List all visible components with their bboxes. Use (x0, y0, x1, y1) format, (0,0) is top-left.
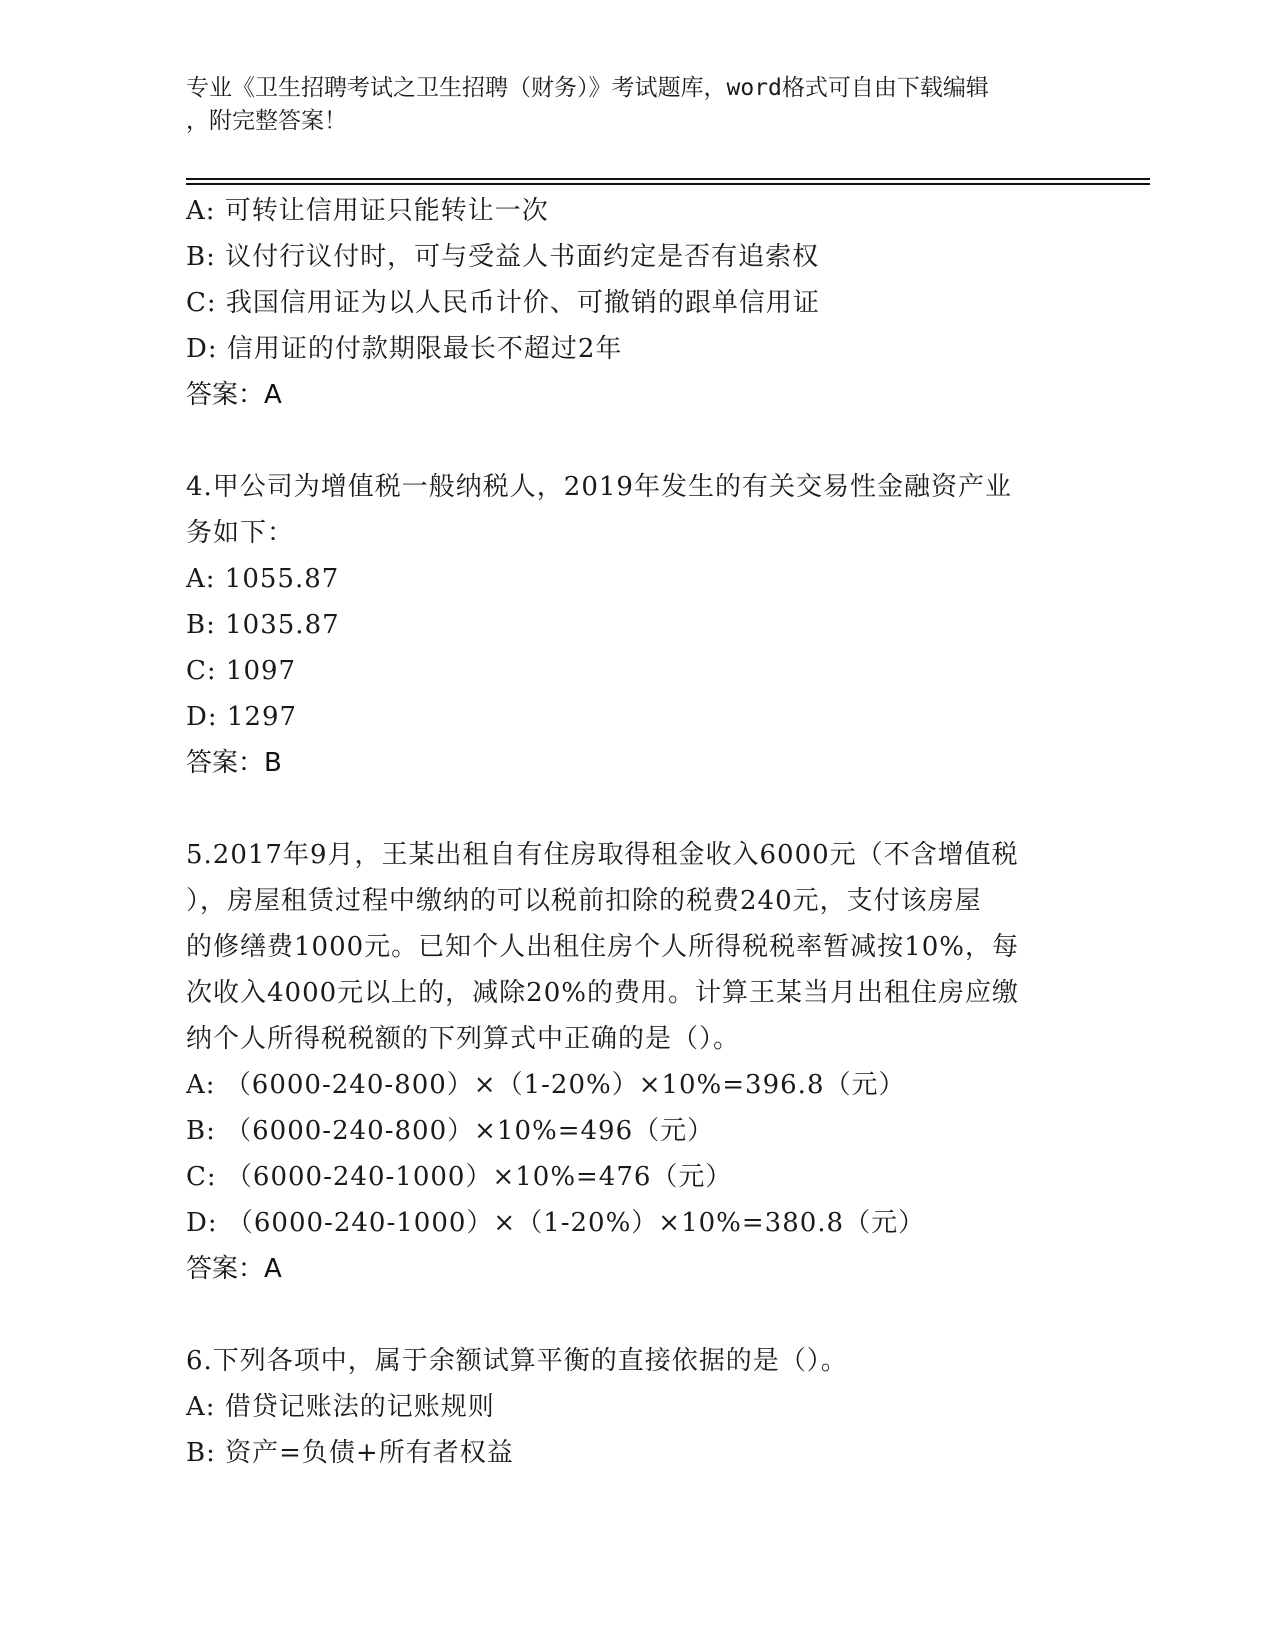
document-header (186, 72, 1066, 138)
stem-line: 6.下列各项中，属于余额试算平衡的直接依据的是（）。 (186, 1346, 848, 1376)
option-a: A: （6000-240-800）×（1-20%）×10%=396.8（元） (186, 1070, 906, 1100)
stem-line: 5.2017年9月，王某出租自有住房取得租金收入6000元（不含增值税 (186, 840, 1019, 870)
question-list (186, 188, 1086, 1476)
option-b: B: 1035.87 (186, 610, 340, 640)
question-block-4 (186, 464, 1086, 786)
option-d: D: 信用证的付款期限最长不超过2年 (186, 334, 623, 364)
option-b: B: 资产=负债+所有者权益 (186, 1438, 514, 1468)
stem-line: 4.甲公司为增值税一般纳税人，2019年发生的有关交易性金融资产业 (186, 472, 1012, 502)
answer-line: 答案：B (186, 748, 282, 778)
question-block-6 (186, 1338, 1086, 1476)
header-line-2: ，附完整答案！ (186, 108, 347, 134)
option-c: C: 我国信用证为以人民币计价、可撤销的跟单信用证 (186, 288, 820, 318)
option-a: A: 1055.87 (186, 564, 340, 594)
question-block-5 (186, 832, 1086, 1292)
question-stem (186, 1338, 1086, 1384)
answer-line: 答案：A (186, 1254, 282, 1284)
option-b: B: （6000-240-800）×10%=496（元） (186, 1116, 715, 1146)
stem-line: 纳个人所得税税额的下列算式中正确的是（）。 (186, 1024, 741, 1054)
question-stem (186, 464, 1086, 556)
option-a: A: 可转让信用证只能转让一次 (186, 196, 549, 226)
question-stem (186, 832, 1086, 1062)
option-d: D: （6000-240-1000）×（1-20%）×10%=380.8（元） (186, 1208, 926, 1238)
question-block-3 (186, 188, 1086, 418)
header-line-1: 专业《卫生招聘考试之卫生招聘（财务）》考试题库，word格式可自由下载编辑 (186, 75, 989, 101)
option-c: C: 1097 (186, 656, 297, 686)
stem-line: 次收入4000元以上的，减除20%的费用。计算王某当月出租住房应缴 (186, 978, 1019, 1008)
stem-line: 的修缮费1000元。已知个人出租住房个人所得税税率暂减按10%，每 (186, 932, 1019, 962)
option-d: D: 1297 (186, 702, 298, 732)
option-c: C: （6000-240-1000）×10%=476（元） (186, 1162, 733, 1192)
option-b: B: 议付行议付时，可与受益人书面约定是否有追索权 (186, 242, 820, 272)
header-divider-top (186, 178, 1150, 180)
option-a: A: 借贷记账法的记账规则 (186, 1392, 495, 1422)
header-divider-bottom (186, 183, 1150, 185)
stem-line: ），房屋租赁过程中缴纳的可以税前扣除的税费240元，支付该房屋 (186, 886, 982, 916)
answer-line: 答案：A (186, 380, 282, 410)
stem-line: 务如下： (186, 518, 295, 548)
